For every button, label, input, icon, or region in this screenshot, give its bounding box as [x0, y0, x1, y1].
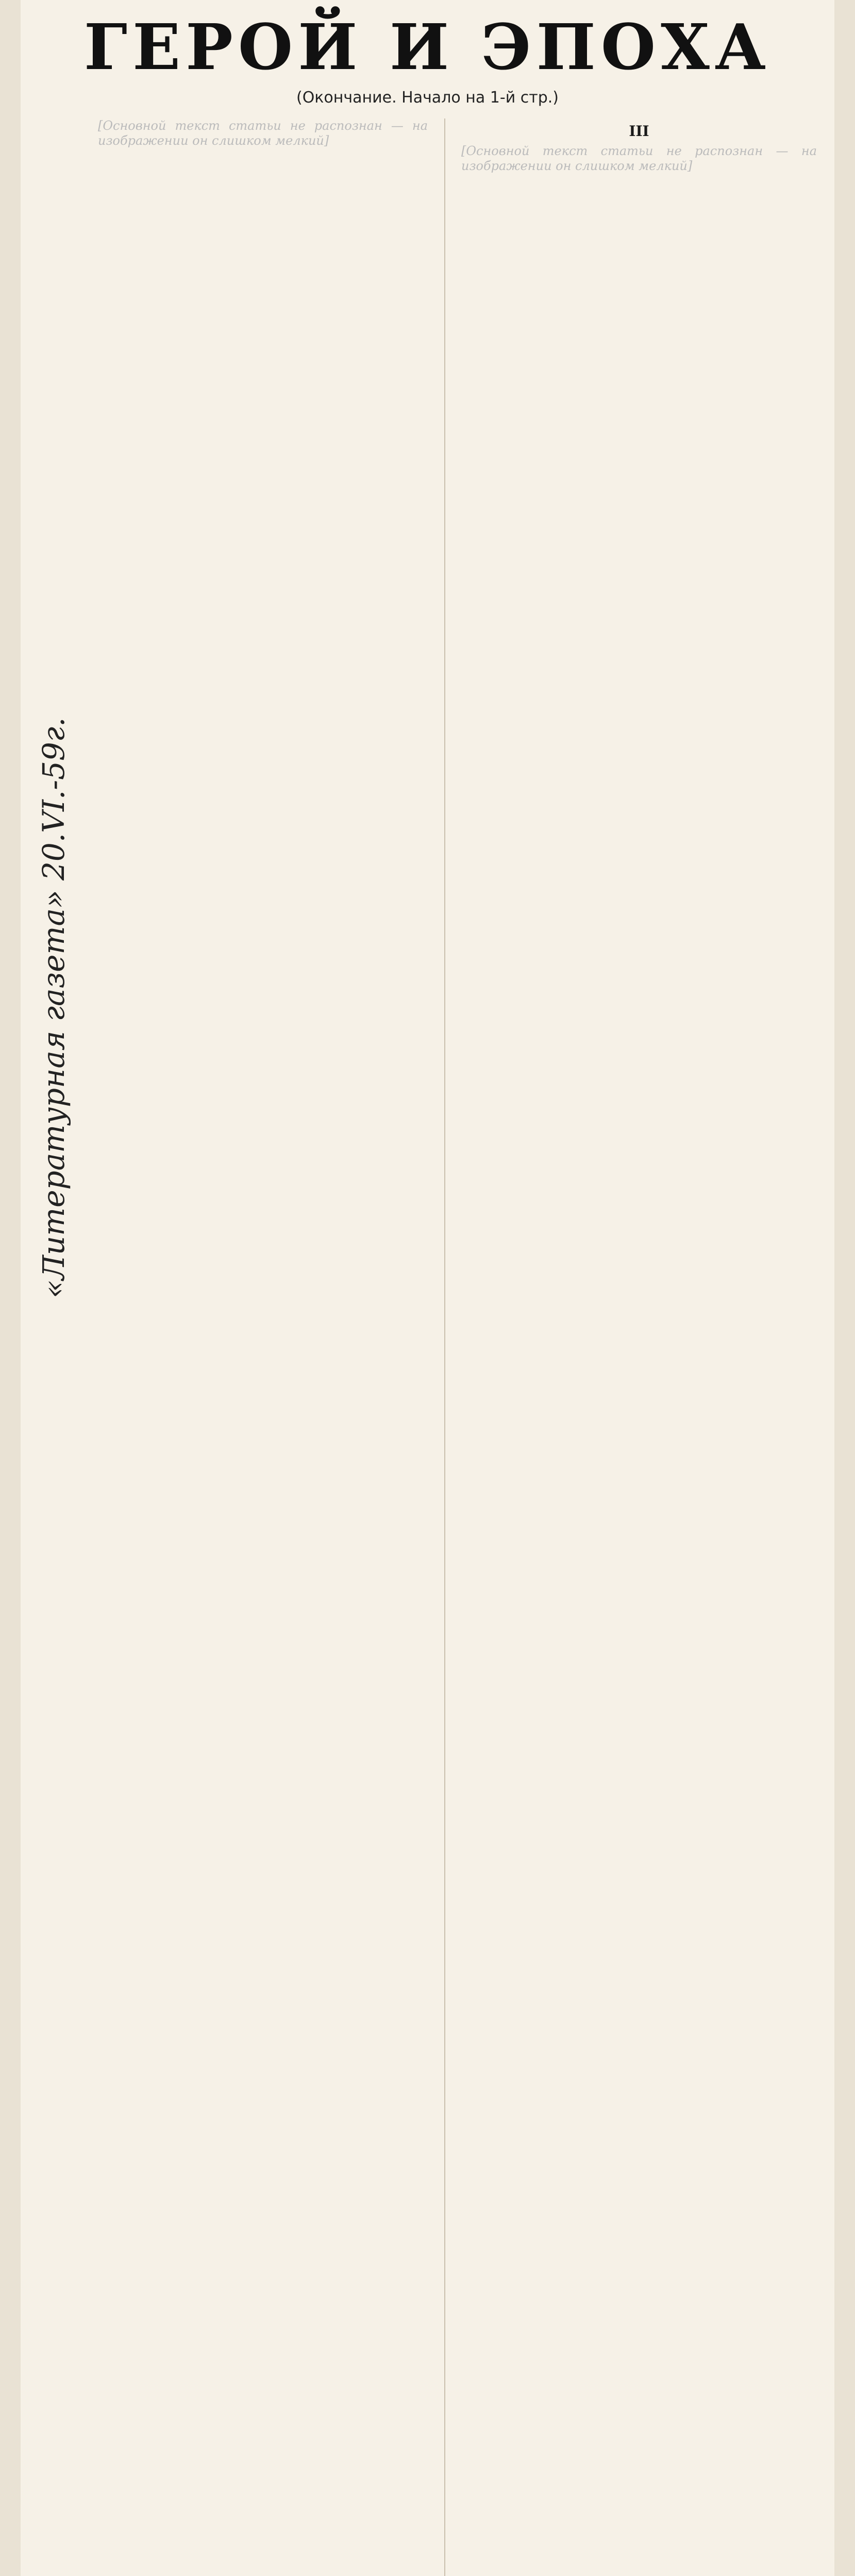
paper-edge-right — [834, 0, 855, 2576]
left-column-placeholder: [Основной текст статьи не распознан — на изображении он слишком мелкий] — [98, 118, 428, 148]
column-left — [98, 118, 428, 2576]
article-title: ГЕРОЙ И ЭПОХА — [83, 10, 772, 84]
article-subtitle: (Окончание. Начало на 1-й стр.) — [296, 89, 559, 107]
annotation-text: «Литературная газета» 20.VI.-59г. — [36, 717, 71, 1298]
section-number: III — [629, 123, 649, 140]
paper — [21, 0, 834, 2576]
right-column-placeholder: [Основной текст статьи не распознан — на изображении он слишком мелкий] — [461, 144, 817, 173]
column-divider — [444, 118, 445, 2576]
paper-edge-left — [0, 0, 21, 2576]
column-right — [461, 118, 817, 2576]
